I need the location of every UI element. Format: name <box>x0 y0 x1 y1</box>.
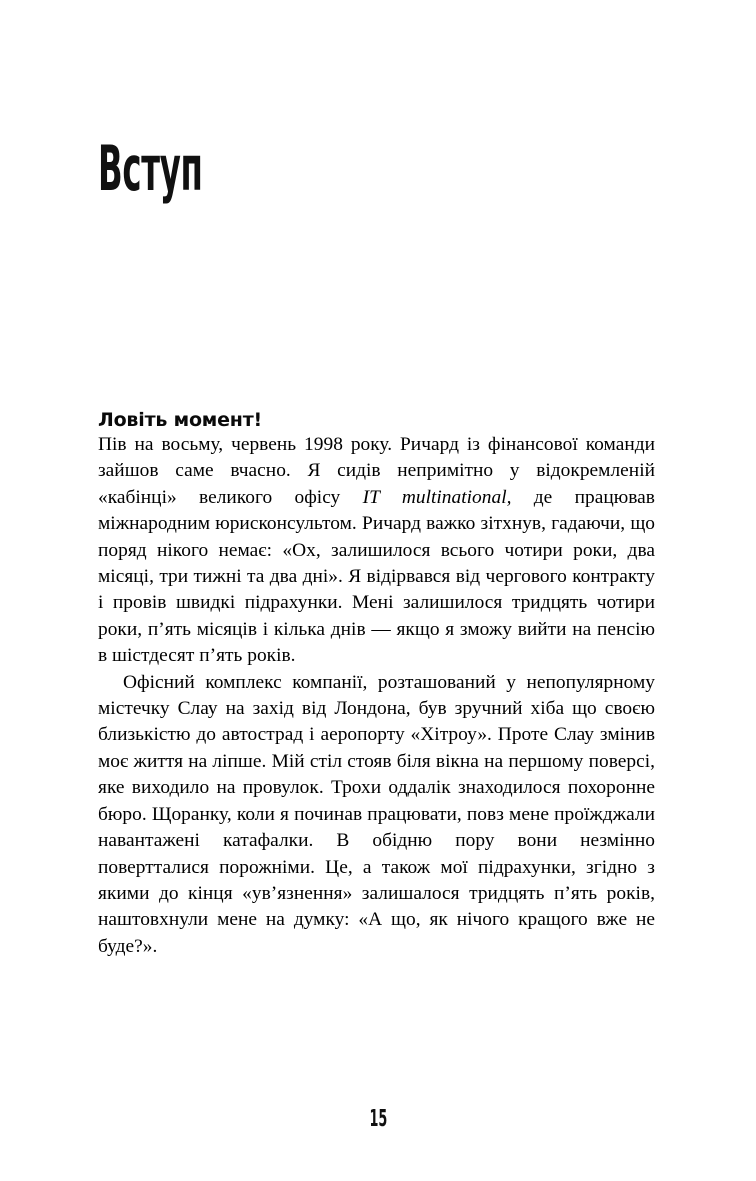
body-text-column <box>98 432 655 960</box>
text-run: Пів на восьму, червень 1998 року. Ричард із фінансової команди зайшов саме вчасно. Я сидів непримітно у відокремленій «кабінці» великого офісу <box>98 434 655 508</box>
text-run: Офісний комплекс компанії, розташований у непопулярному містечку Слау на захід від Лондона, був зручний хіба що своєю близькістю до автострад і аеропорту «Хітроу». Проте Слау змінив моє життя на ліпше. Мій стіл стояв біля вікна на першому поверсі, яке виходило на провулок. Трохи оддалік знаходилося похоронне бюро. Щоранку, коли я починав працювати, повз мене проїжджали навантажені катафалки. В обідню пору вони незмінно повертталися порожніми. Це, а також мої підрахунки, згідно з якими до кінця «ув’язнення» залишалося тридцять п’ять років, наштовхнули мене на думку: «А що, як нічого кращого вже не буде?». <box>98 671 655 957</box>
page-number-value: 15 <box>369 1106 387 1132</box>
page-number <box>0 1108 756 1131</box>
section-heading: Ловіть момент! <box>98 408 263 431</box>
text-run: де працював міжнародним юрисконсультом. Ричард важко зітхнув, гадаючи, що поряд нікого немає: «Ох, залишилося всього чотири роки, два місяці, три тижні та два дні». Я відірвався від чергового контракту і провів швидкі підрахунки. Мені залишилося тридцять чотири роки, п’ять місяців і кілька днів — якщо я зможу вийти на пенсію в шістдесят п’ять років. <box>98 486 655 667</box>
body-paragraph <box>98 432 655 670</box>
body-paragraph <box>98 670 655 960</box>
italic-run: IT multinational, <box>362 486 512 508</box>
chapter-title: Вступ <box>98 131 203 205</box>
